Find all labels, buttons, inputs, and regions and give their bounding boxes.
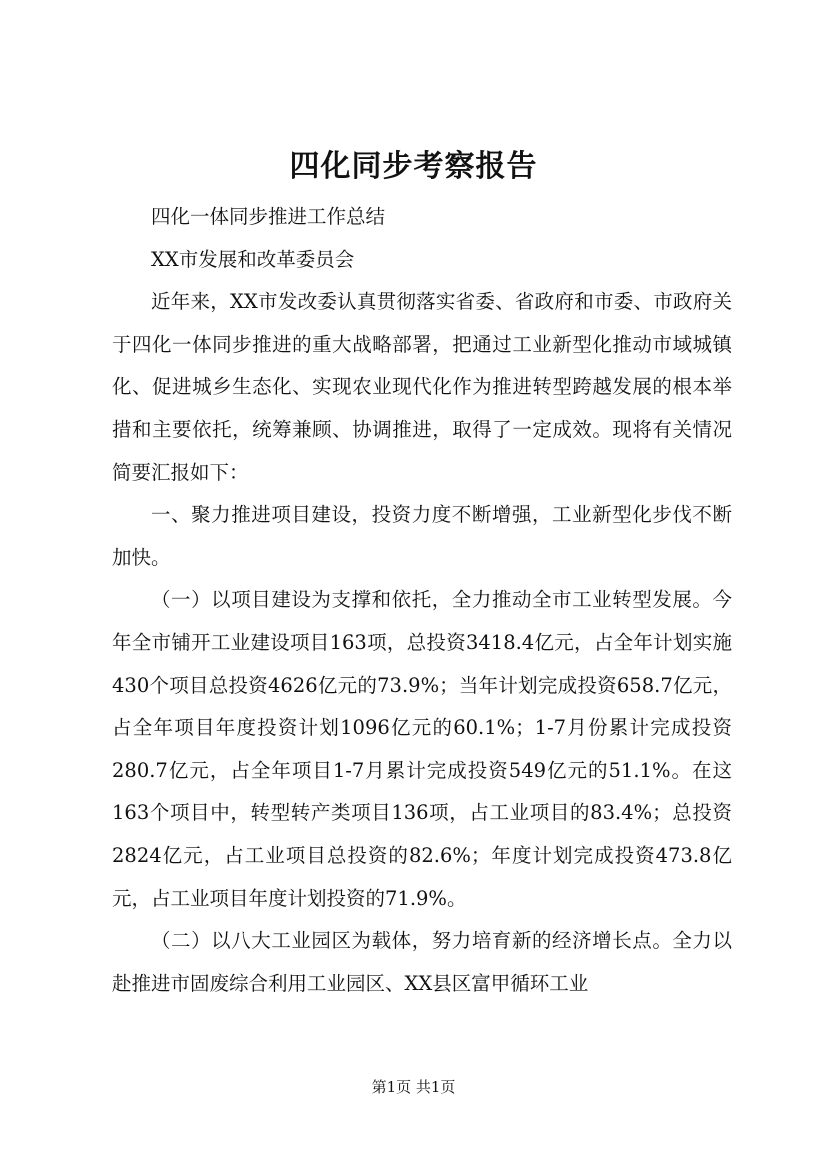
document-title: 四化同步考察报告 <box>289 149 538 184</box>
organization-paragraph: XX市发展和改革委员会 <box>151 247 355 271</box>
document-body <box>112 196 732 1005</box>
subtitle-paragraph: 四化一体同步推进工作总结 <box>151 205 386 228</box>
intro-paragraph: 近年来，XX市发改委认真贯彻落实省委、省政府和市委、市政府关于四化一体同步推进的重大战略部署，把通过工业新型化推动市域城镇化、促进城乡生态化、实现农业现代化作为推进转型跨越发展的根本举措和主要依托，统筹兼顾、协调推进，取得了一定成效。现将有关情况简要汇报如下： <box>112 290 732 484</box>
subsection-one-paragraph: （一）以项目建设为支撑和依托，全力推动全市工业转型发展。今年全市铺开工业建设项目163项，总投资3418.4亿元，占全年计划实施430个项目总投资4626亿元的73.9%；当年计划完成投资658.7亿元，占全年项目年度投资计划1096亿元的60.1%；1-7月份累计完成投资280.7亿元，占全年项目1-7月累计完成投资549亿元的51.1%。在这163个项目中，转型转产类项目136项，占工业项目的83.4%；总投资2824亿元，占工业项目总投资的82.6%；年度计划完成投资473.8亿元，占工业项目年度计划投资的71.9%。 <box>112 588 732 910</box>
page-footer: 第1页 共1页 <box>371 1078 456 1096</box>
section-heading-paragraph: 一、聚力推进项目建设，投资力度不断增强，工业新型化步伐不断加快。 <box>112 503 732 569</box>
subsection-two-paragraph: （二）以八大工业园区为载体，努力培育新的经济增长点。全力以赴推进市固废综合利用工业园区、XX县区富甲循环工业 <box>112 929 732 995</box>
